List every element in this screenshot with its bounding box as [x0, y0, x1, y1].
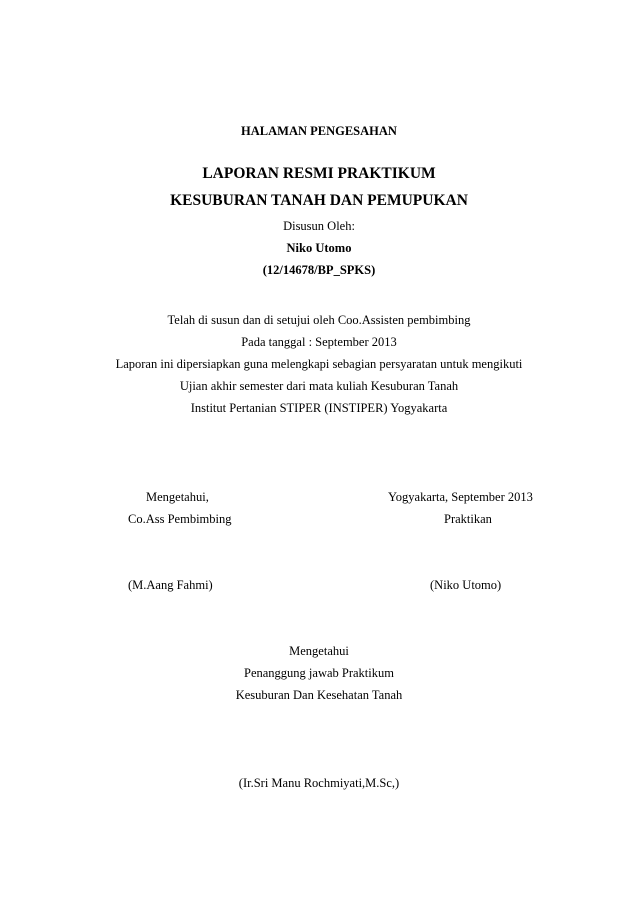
right-place-date: Yogyakarta, September 2013 — [388, 490, 533, 504]
left-signature-name: (M.Aang Fahmi) — [128, 578, 213, 592]
report-title-line2: KESUBURAN TANAH DAN PEMUPUKAN — [170, 192, 468, 209]
author-name: Niko Utomo — [286, 241, 352, 255]
bottom-role-line1: Penanggung jawab Praktikum — [244, 666, 394, 680]
approval-line3: Laporan ini dipersiapkan guna melengkapi sebagian persyaratan untuk mengikuti — [115, 357, 523, 371]
approval-line1: Telah di susun dan di setujui oleh Coo.Assisten pembimbing — [167, 313, 471, 327]
left-signature-role: Co.Ass Pembimbing — [128, 512, 232, 526]
student-id: (12/14678/BP_SPKS) — [262, 263, 376, 277]
approval-line2: Pada tanggal : September 2013 — [241, 335, 397, 349]
report-title-line1: LAPORAN RESMI PRAKTIKUM — [202, 165, 436, 182]
disusun-label: Disusun Oleh: — [283, 219, 355, 233]
page-heading: HALAMAN PENGESAHAN — [241, 124, 397, 138]
bottom-signature-name: (Ir.Sri Manu Rochmiyati,M.Sc,) — [238, 776, 400, 790]
bottom-label: Mengetahui — [289, 644, 349, 658]
approval-line5: Institut Pertanian STIPER (INSTIPER) Yogyakarta — [190, 401, 448, 415]
right-signature-role: Praktikan — [444, 512, 492, 526]
approval-line4: Ujian akhir semester dari mata kuliah Kesuburan Tanah — [179, 379, 459, 393]
left-signature-label: Mengetahui, — [146, 490, 209, 504]
right-signature-name: (Niko Utomo) — [430, 578, 502, 592]
bottom-role-line2: Kesuburan Dan Kesehatan Tanah — [235, 688, 403, 702]
